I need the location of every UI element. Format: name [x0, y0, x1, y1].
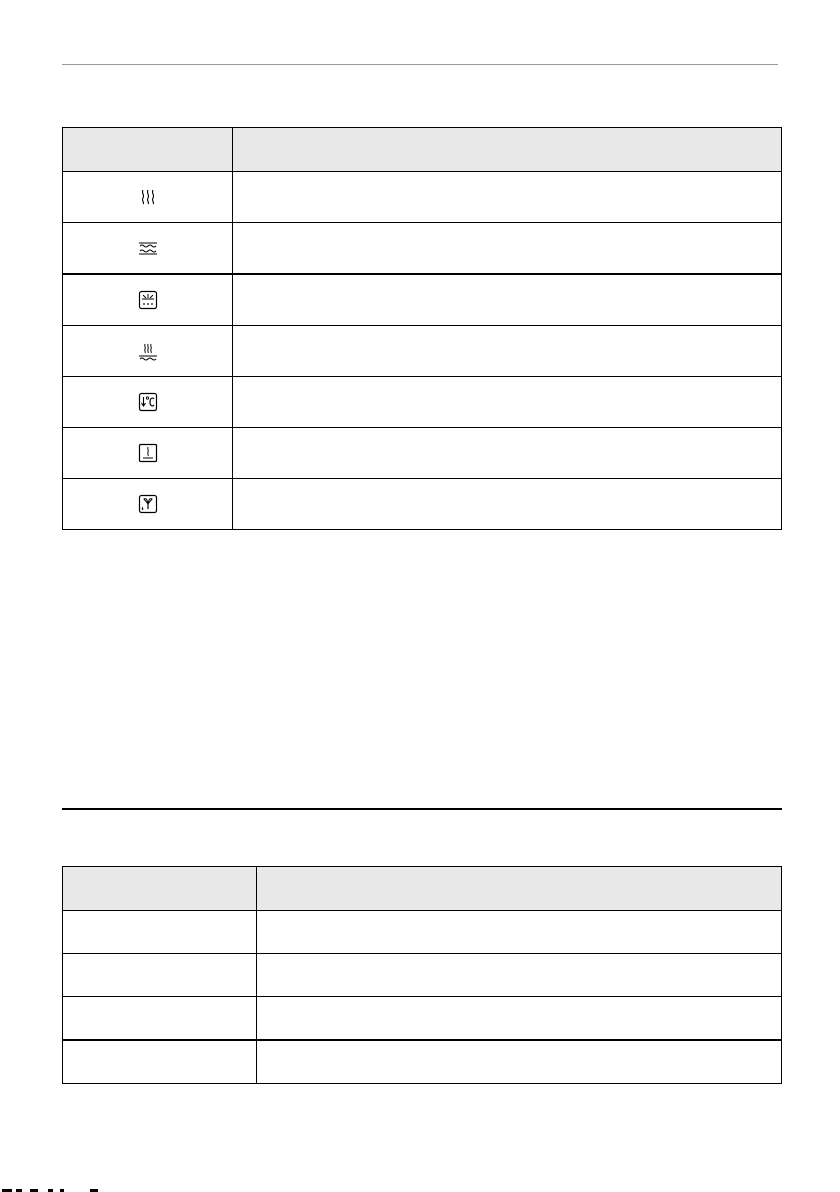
- fan-grill-icon: [137, 289, 159, 311]
- label-cell: [63, 1040, 257, 1084]
- bottom-heat-box-icon: [137, 442, 159, 464]
- table-row: [63, 954, 782, 997]
- bottom-heat-steam-icon: [137, 341, 159, 361]
- table-row: [63, 223, 782, 275]
- description-cell: [233, 274, 782, 326]
- table-header-row: [63, 867, 782, 911]
- table-row: [63, 274, 782, 326]
- description-cell: [233, 377, 782, 428]
- symbol-cell: [63, 274, 233, 326]
- table-row: [63, 377, 782, 428]
- description-cell: [233, 479, 782, 530]
- description-cell: [257, 954, 782, 997]
- description-cell: [233, 172, 782, 223]
- header-symbol: [63, 128, 233, 172]
- header-description: [233, 128, 782, 172]
- description-cell: [233, 223, 782, 275]
- label-cell: [63, 911, 257, 954]
- header-label: [63, 867, 257, 911]
- table-row: [63, 172, 782, 223]
- defrost-temperature-icon: [137, 391, 159, 413]
- table-row: [63, 428, 782, 479]
- top-divider: [62, 64, 778, 65]
- description-cell: [233, 326, 782, 377]
- description-cell: [257, 997, 782, 1041]
- footer-fragment: [0, 1186, 120, 1192]
- label-cell: [63, 954, 257, 997]
- settings-table: [62, 866, 782, 1084]
- symbol-cell: [63, 377, 233, 428]
- top-bottom-heat-icon: [137, 238, 159, 258]
- symbol-cell: [63, 479, 233, 530]
- label-cell: [63, 997, 257, 1041]
- description-cell: [257, 911, 782, 954]
- heat-waves-icon: [138, 187, 158, 207]
- header-description: [257, 867, 782, 911]
- symbol-cell: [63, 428, 233, 479]
- table-row: [63, 997, 782, 1041]
- symbol-cell: [63, 223, 233, 275]
- table-row: [63, 1040, 782, 1084]
- table-row: [63, 479, 782, 530]
- section-divider: [62, 808, 782, 810]
- heating-functions-table: [62, 127, 782, 530]
- table-header-row: [63, 128, 782, 172]
- table-row: [63, 326, 782, 377]
- table-row: [63, 911, 782, 954]
- symbol-cell: [63, 326, 233, 377]
- description-cell: [233, 428, 782, 479]
- description-cell: [257, 1040, 782, 1084]
- symbol-cell: [63, 172, 233, 223]
- fan-moisture-icon: [137, 493, 159, 515]
